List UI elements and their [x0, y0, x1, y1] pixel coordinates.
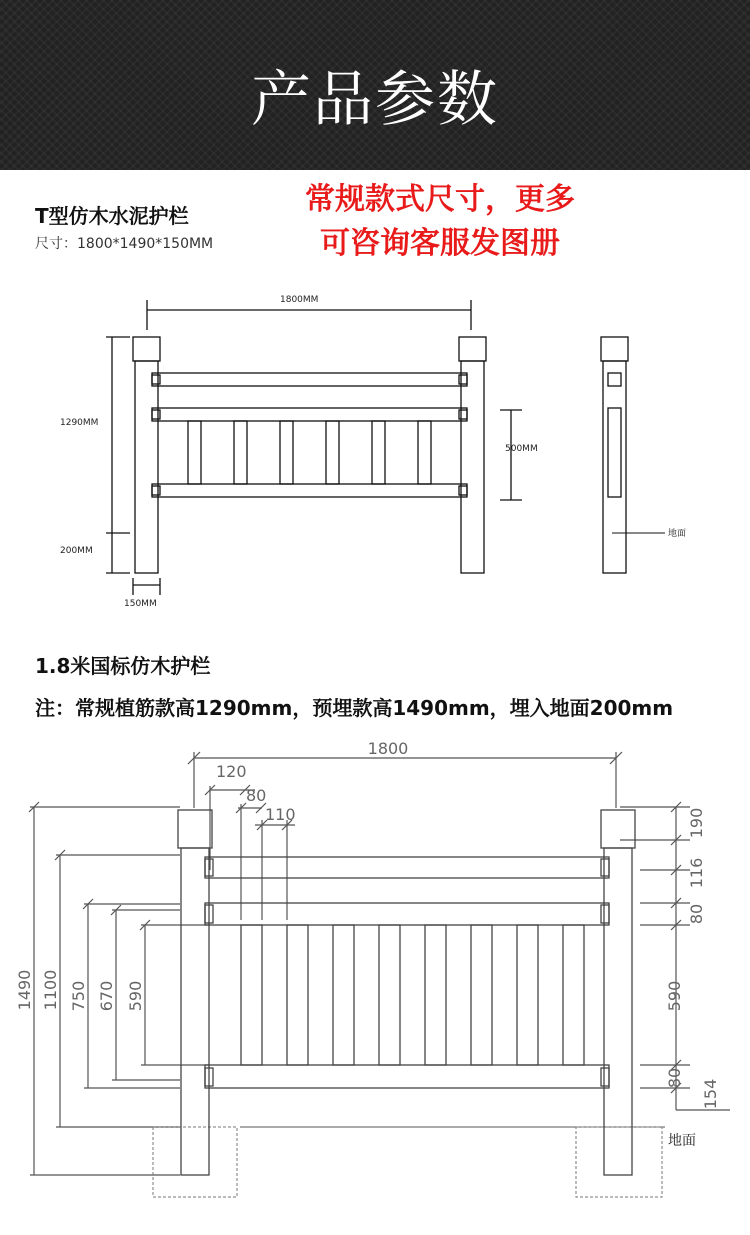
dim2-1490-label: 1490 — [15, 969, 34, 1011]
socket-2 — [601, 1068, 609, 1086]
picket-2 — [241, 925, 262, 1065]
dim2-590-right-label: 590 — [665, 980, 684, 1012]
catalog-note-line2: 可咨询客服发图册 — [320, 226, 560, 261]
catalog-note-line1: 常规款式尺寸，更多 — [305, 182, 575, 217]
dim2-1100-label: 1100 — [41, 969, 60, 1011]
dim2-590-label: 590 — [126, 980, 145, 1012]
dim2-120-label: 120 — [216, 762, 247, 781]
dim2-190-label: 190 — [687, 807, 706, 839]
top-rail-2 — [205, 857, 609, 878]
dim2-110-label: 110 — [265, 805, 296, 824]
dim-underground-label: 200MM — [60, 546, 93, 556]
dim-post-label: 150MM — [124, 599, 157, 609]
picket-2 — [379, 925, 400, 1065]
dim2-750-label: 750 — [69, 980, 88, 1012]
picket-2 — [517, 925, 538, 1065]
dim2-width-label: 1800 — [367, 739, 409, 758]
middle-rail-2 — [205, 903, 609, 925]
product2-title: 1.8米国标仿木护栏 — [35, 654, 211, 678]
dim2-80-label: 80 — [246, 786, 267, 805]
dim-height-label: 1290MM — [60, 418, 99, 428]
product1-size: 尺寸：1800*1490*150MM — [35, 236, 214, 252]
left-post-2 — [181, 848, 209, 1175]
dim-middle-label: 500MM — [505, 444, 538, 454]
bottom-rail-2 — [205, 1065, 609, 1088]
picket-2 — [425, 925, 446, 1065]
picket-2 — [287, 925, 308, 1065]
picket-2 — [471, 925, 492, 1065]
dim2-670-label: 670 — [97, 980, 116, 1012]
picket-2 — [563, 925, 584, 1065]
right-foundation — [576, 1127, 662, 1197]
socket-2 — [601, 859, 609, 876]
dim2-80-right-bottom-label: 80 — [665, 1067, 684, 1089]
left-foundation — [153, 1127, 237, 1197]
dim2-154-label: 154 — [701, 1078, 720, 1110]
ground-label: 地面 — [668, 529, 687, 539]
right-post-cap-2 — [601, 810, 635, 848]
dim2-116-label: 116 — [687, 857, 706, 889]
socket-2 — [601, 905, 609, 923]
right-post-2 — [604, 848, 632, 1175]
product1-title: T型仿木水泥护栏 — [35, 204, 189, 228]
picket-2 — [333, 925, 354, 1065]
product2-note: 注：常规植筋款高1290mm，预埋款高1490mm，埋入地面200mm — [35, 696, 674, 720]
dim2-80-right-top-label: 80 — [687, 903, 706, 925]
left-post-cap-2 — [178, 810, 212, 848]
dim2-ground-label: 地面 — [668, 1133, 696, 1149]
dim-width-label: 1800MM — [280, 295, 319, 305]
page-title: 产品参数 — [251, 65, 499, 135]
